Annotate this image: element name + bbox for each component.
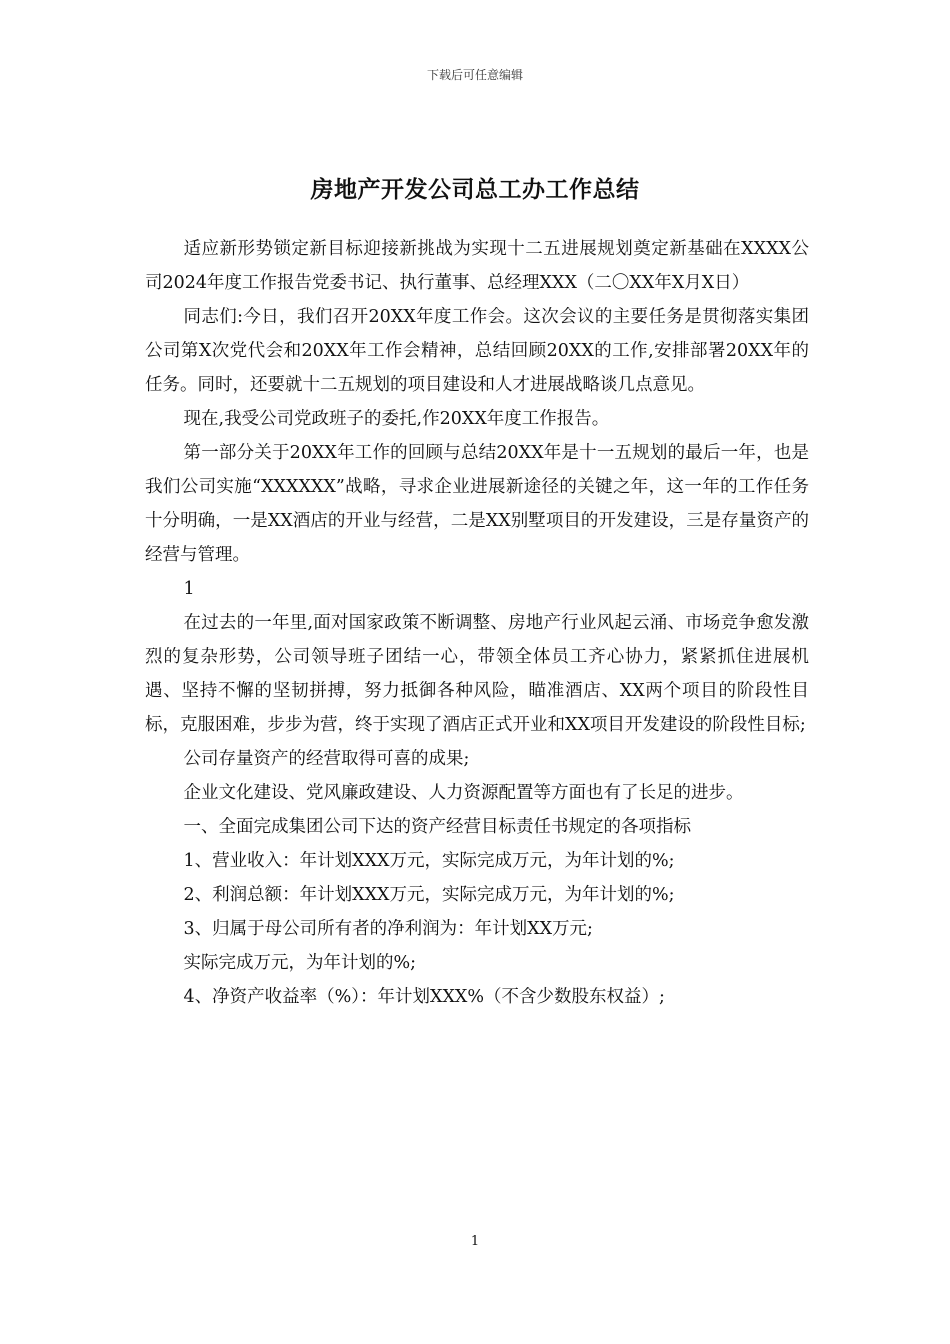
- paragraph: 第一部分关于20XX年工作的回顾与总结20XX年是十一五规划的最后一年，也是我们公司实施“XXXXXX”战略，寻求企业进展新途径的关键之年，这一年的工作任务十分明确，一是XX酒店的开业与经营，二是XX别墅项目的开发建设，三是存量资产的经营与管理。: [145, 443, 809, 565]
- list-item: 4、净资产收益率（%）：年计划XXX%（不含少数股东权益）;: [183, 987, 665, 1007]
- paragraph: 公司存量资产的经营取得可喜的成果;: [183, 749, 470, 769]
- paragraph: 适应新形势锁定新目标迎接新挑战为实现十二五进展规划奠定新基础在XXXX公司2024年度工作报告党委书记、执行董事、总经理XXX（二〇XX年X月X日）: [145, 239, 809, 293]
- page-number: 1: [470, 1234, 480, 1249]
- list-item: 3、归属于母公司所有者的净利润为：年计划XX万元;: [183, 919, 593, 939]
- list-item: 1、营业收入：年计划XXX万元，实际完成万元，为年计划的%;: [183, 851, 675, 871]
- paragraph: 同志们:今日，我们召开20XX年度工作会。这次会议的主要任务是贯彻落实集团公司第X次党代会和20XX年工作会精神，总结回顾20XX的工作,安排部署20XX年的任务。同时，还要就十二五规划的项目建设和人才进展战略谈几点意见。: [145, 307, 809, 395]
- paragraph: 在过去的一年里,面对国家政策不断调整、房地产行业风起云涌、市场竞争愈发激烈的复杂形势，公司领导班子团结一心，带领全体员工齐心协力，紧紧抓住进展机遇、坚持不懈的坚韧拼搏，努力抵御各种风险，瞄准酒店、XX两个项目的阶段性目标，克服困难，步步为营，终于实现了酒店正式开业和XX项目开发建设的阶段性目标;: [145, 613, 809, 735]
- document-body: [145, 232, 809, 1014]
- section-heading: 一、全面完成集团公司下达的资产经营目标责任书规定的各项指标: [183, 817, 691, 837]
- section-number: 1: [183, 579, 195, 599]
- paragraph: 实际完成万元，为年计划的%;: [183, 953, 417, 973]
- document-title: 房地产开发公司总工办工作总结: [310, 176, 640, 204]
- paragraph: 企业文化建设、党风廉政建设、人力资源配置等方面也有了长足的进步。: [183, 783, 744, 803]
- list-item: 2、利润总额：年计划XXX万元，实际完成万元，为年计划的%;: [183, 885, 675, 905]
- header-note: 下载后可任意编辑: [426, 68, 523, 82]
- paragraph: 现在,我受公司党政班子的委托,作20XX年度工作报告。: [183, 409, 610, 429]
